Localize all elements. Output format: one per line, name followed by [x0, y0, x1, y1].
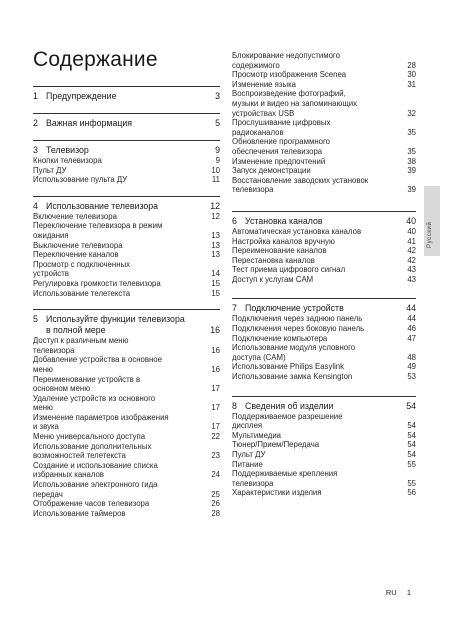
page-number: 54 — [407, 440, 416, 450]
toc-entry[interactable] — [232, 118, 416, 137]
section-title-line — [33, 118, 220, 129]
section-number: 6 — [232, 215, 237, 226]
toc-entry[interactable] — [232, 440, 416, 450]
toc-entry[interactable] — [232, 51, 416, 70]
page-number: 17 — [211, 384, 220, 394]
toc-left-column — [33, 86, 220, 518]
toc-right-column — [232, 51, 416, 498]
entry-title: Тест приема цифрового сигнал — [232, 265, 346, 275]
entry-title-continued: основном меню — [33, 384, 91, 394]
toc-section-heading[interactable] — [232, 396, 416, 412]
section-title: Телевизор — [46, 145, 89, 155]
entry-title: Регулировка громкости телевизора — [33, 278, 161, 288]
page-number: 5 — [215, 118, 220, 128]
entry-title-continued: возможностей телетекста — [33, 451, 126, 461]
toc-entry[interactable] — [33, 394, 220, 413]
entry-title-continued: содержимого — [232, 60, 280, 70]
section-number: 3 — [33, 145, 38, 155]
entry-title: Изменение параметров изображения — [33, 412, 169, 422]
entry-title: Мультимедиа — [232, 430, 282, 440]
toc-entry[interactable] — [33, 499, 220, 509]
page-number: 31 — [407, 79, 416, 89]
entry-title: Переименование каналов — [232, 246, 327, 256]
page-number: 55 — [407, 478, 416, 488]
entry-title: Выключение телевизора — [33, 240, 123, 250]
page-number: 40 — [407, 226, 416, 236]
toc-section-heading[interactable] — [232, 211, 416, 227]
entry-title: Добавление устройства в основное — [33, 355, 162, 365]
page-number: 56 — [407, 488, 416, 498]
entry-title: Использование электронного гида — [33, 480, 158, 490]
toc-entry[interactable] — [232, 343, 416, 362]
section-title-line — [33, 91, 220, 102]
toc-entry[interactable] — [232, 460, 416, 470]
page-number: 12 — [210, 200, 220, 211]
toc-entry[interactable] — [232, 324, 416, 334]
page-number: 25 — [211, 489, 220, 499]
entry-title-continued: телевизора — [33, 345, 75, 355]
toc-entry[interactable] — [33, 279, 220, 289]
page-number: 9 — [215, 145, 220, 155]
page-number: 28 — [407, 60, 416, 70]
page-title: Содержание — [33, 48, 158, 71]
section-title: Установка каналов — [245, 215, 323, 226]
toc-entry[interactable] — [33, 355, 220, 374]
page-number: 42 — [407, 246, 416, 256]
toc-entry[interactable] — [232, 89, 416, 118]
toc-entry[interactable] — [33, 336, 220, 355]
entry-title: Включение телевизора — [33, 211, 117, 221]
toc-entry[interactable] — [232, 80, 416, 90]
section-title-line — [33, 201, 220, 212]
entry-title-continued: доступа (CAM) — [232, 352, 286, 362]
toc-entry[interactable] — [232, 137, 416, 156]
toc-section-heading[interactable] — [33, 196, 220, 212]
toc-entry[interactable] — [33, 166, 220, 176]
entry-title-continued: и звука — [33, 422, 59, 432]
entry-title: Доступ к услугам CAM — [232, 274, 314, 284]
page-number: 46 — [407, 324, 416, 334]
entry-title: Переименование устройств в — [33, 374, 141, 384]
toc-entry[interactable] — [33, 221, 220, 240]
section-title-continued: в полной мере — [46, 325, 106, 336]
toc-section-heading[interactable] — [33, 113, 220, 129]
toc-entry[interactable] — [33, 289, 220, 299]
toc-entry[interactable] — [33, 480, 220, 499]
entry-title-continued: ожидания — [33, 230, 69, 240]
section-title-line — [232, 401, 416, 412]
toc-entry[interactable] — [232, 275, 416, 285]
entry-title: Пульт ДУ — [33, 165, 67, 175]
entry-title: Использование замка Kensington — [232, 372, 353, 382]
entry-title-continued: телевизора — [232, 185, 274, 195]
page-number: 26 — [211, 499, 220, 509]
entry-title-continued: меню — [33, 403, 53, 413]
page-number: 48 — [407, 352, 416, 362]
entry-title-continued: меню — [33, 364, 53, 374]
section-number: 2 — [33, 118, 38, 128]
toc-entry[interactable] — [33, 509, 220, 519]
entry-title: Удаление устройств из основного — [33, 393, 156, 403]
entry-title-continued: передач — [33, 489, 63, 499]
language-side-tab-label: Русский — [427, 221, 433, 248]
page-number: 28 — [211, 508, 220, 518]
entry-title-continued: музыки и видео на запоминающих — [232, 98, 358, 108]
entry-title: Подключение компьютера — [232, 333, 328, 343]
toc-entry[interactable] — [232, 256, 416, 266]
toc-entry[interactable] — [232, 362, 416, 372]
entry-title: Использование телетекста — [33, 288, 131, 298]
entry-title: Просмотр изображения Scenea — [232, 70, 347, 80]
page-footer — [378, 588, 411, 597]
section-title: Важная информация — [46, 118, 133, 128]
toc-entry[interactable] — [232, 488, 416, 498]
entry-title: Воспроизведение фотографий, — [232, 89, 346, 99]
page-number: 53 — [407, 372, 416, 382]
entry-title: Кнопки телевизора — [33, 156, 102, 165]
toc-entry[interactable] — [232, 157, 416, 167]
page-number: 9 — [215, 156, 220, 165]
page-number: 44 — [406, 303, 416, 314]
page-number: 16 — [211, 345, 220, 355]
toc-entry[interactable] — [232, 450, 416, 460]
section-number: 7 — [232, 303, 237, 314]
section-title: Предупреждение — [46, 91, 117, 101]
toc-entry[interactable] — [33, 241, 220, 251]
entry-title: Автоматическая установка каналов — [232, 226, 362, 236]
section-title: Используйте функции телевизора — [46, 314, 185, 325]
toc-section-heading[interactable] — [232, 298, 416, 314]
toc-entry[interactable] — [33, 432, 220, 442]
page-number: 22 — [211, 432, 220, 442]
entry-title: Восстановление заводских установок — [232, 175, 369, 185]
toc-entry[interactable] — [232, 314, 416, 324]
toc-entry[interactable] — [232, 412, 416, 431]
page-number: 39 — [407, 166, 416, 176]
entry-title: Изменение предпочтений — [232, 156, 326, 166]
entry-title-continued: дисплея — [232, 421, 263, 431]
toc-entry[interactable] — [232, 227, 416, 237]
toc-entry[interactable] — [232, 237, 416, 247]
page-number: 3 — [215, 91, 220, 101]
entry-title: Использование дополнительных — [33, 441, 152, 451]
toc-entry[interactable] — [232, 166, 416, 176]
entry-title-continued: избранных каналов — [33, 470, 104, 480]
page-number: 30 — [407, 70, 416, 80]
toc-section-heading[interactable] — [33, 140, 220, 156]
section-title-line — [33, 314, 220, 325]
toc-entry[interactable] — [232, 372, 416, 382]
section-title: Подключение устройств — [245, 303, 344, 314]
page-number: 16 — [210, 325, 220, 336]
page-number: 17 — [211, 403, 220, 413]
page-number: 12 — [211, 211, 220, 221]
entry-title: Переключение телевизора в режим — [33, 221, 163, 231]
toc-entry[interactable] — [33, 375, 220, 394]
page-number: 43 — [407, 265, 416, 275]
page-number: 54 — [407, 450, 416, 459]
section-number: 4 — [33, 200, 38, 211]
page-number: 49 — [407, 362, 416, 372]
entry-title: Питание — [232, 459, 263, 469]
entry-title: Использование модуля условного — [232, 343, 356, 353]
toc-section-heading[interactable] — [33, 86, 220, 102]
entry-title: Использование таймеров — [33, 508, 126, 518]
page-number: 35 — [407, 127, 416, 137]
page-number: 23 — [211, 451, 220, 461]
toc-entry[interactable] — [232, 176, 416, 195]
toc-entry[interactable] — [232, 431, 416, 441]
toc-entry[interactable] — [33, 260, 220, 279]
entry-title: Характеристики изделия — [232, 488, 322, 498]
page-number: 35 — [407, 146, 416, 156]
page-number: 15 — [211, 288, 220, 298]
page-number: 42 — [407, 255, 416, 265]
entry-title-continued: телевизора — [232, 478, 274, 488]
toc-entry[interactable] — [232, 469, 416, 488]
toc-entry[interactable] — [33, 442, 220, 461]
entry-title: Настройка каналов вручную — [232, 236, 335, 246]
section-number: 8 — [232, 400, 237, 411]
page-number: 47 — [407, 333, 416, 343]
page-number: 44 — [407, 314, 416, 324]
page-number: 17 — [211, 422, 220, 432]
section-title: Использование телевизора — [46, 200, 159, 211]
toc-entry[interactable] — [33, 413, 220, 432]
entry-title: Перестановка каналов — [232, 255, 315, 265]
page-number: 41 — [407, 236, 416, 246]
section-title: Сведения об изделии — [245, 400, 334, 411]
page-number: 32 — [407, 108, 416, 118]
entry-title: Обновление программного — [232, 137, 330, 147]
entry-title: Отображение часов телевизора — [33, 499, 150, 509]
language-side-tab — [424, 186, 440, 256]
toc-entry[interactable] — [232, 265, 416, 275]
page-number: 43 — [407, 274, 416, 284]
page-number: 10 — [211, 165, 220, 175]
section-number: 1 — [33, 91, 38, 101]
entry-title: Подключения через заднюю панель — [232, 314, 363, 324]
page-number: 40 — [406, 215, 416, 226]
toc-entry[interactable] — [33, 156, 220, 166]
page-number: 13 — [211, 250, 220, 260]
page-number: 13 — [211, 230, 220, 240]
page-number: 54 — [407, 430, 416, 440]
entry-title: Подключения через боковую панель — [232, 324, 365, 334]
section-title-line — [232, 216, 416, 227]
page-number: 15 — [211, 278, 220, 288]
page-number: 16 — [211, 364, 220, 374]
entry-title: Использование пульта ДУ — [33, 175, 128, 185]
page-number: 38 — [407, 156, 416, 166]
page-number: 13 — [211, 240, 220, 250]
section-number: 5 — [33, 314, 38, 325]
entry-title-continued: обеспечения телевизора — [232, 146, 323, 156]
toc-entry[interactable] — [33, 250, 220, 260]
toc-entry[interactable] — [232, 70, 416, 80]
page-number: 11 — [211, 175, 220, 185]
page-number: 54 — [407, 421, 416, 431]
entry-title: Прослушивание цифровых — [232, 118, 331, 128]
toc-entry[interactable] — [33, 175, 220, 185]
entry-title: Доступ к различным меню — [33, 336, 129, 346]
toc-entry[interactable] — [232, 334, 416, 344]
entry-title-continued: устройствах USB — [232, 108, 295, 118]
entry-title-continued: радиоканалов — [232, 127, 284, 137]
section-title-line — [232, 303, 416, 314]
entry-title: Изменение языка — [232, 79, 297, 89]
entry-title: Переключение каналов — [33, 250, 119, 260]
footer-page-number: 1 — [406, 588, 411, 597]
toc-section-heading[interactable] — [33, 309, 220, 336]
toc-entry[interactable] — [232, 246, 416, 256]
toc-entry[interactable] — [33, 212, 220, 222]
entry-title: Тюнер/Прием/Передача — [232, 440, 320, 450]
entry-title: Пульт ДУ — [232, 450, 266, 459]
footer-language: RU — [385, 588, 397, 597]
entry-title: Создание и использование списка — [33, 460, 158, 470]
page-number: 24 — [211, 470, 220, 480]
page-number: 39 — [407, 185, 416, 195]
entry-title: Поддерживаемые крепления — [232, 469, 338, 479]
entry-title: Поддерживаемое разрешение — [232, 411, 343, 421]
entry-title: Использование Philips Easylink — [232, 362, 345, 372]
page-number: 54 — [406, 400, 416, 411]
entry-title: Просмотр с подключенных — [33, 259, 131, 269]
entry-title-continued: устройств — [33, 269, 69, 279]
entry-title: Запуск демонстрации — [232, 166, 311, 176]
section-title-line — [33, 145, 220, 156]
entry-title: Меню универсального доступа — [33, 432, 146, 442]
toc-entry[interactable] — [33, 461, 220, 480]
page-number: 14 — [211, 269, 220, 279]
entry-title: Блокирование недопустимого — [232, 51, 340, 60]
page-number: 55 — [407, 459, 416, 469]
